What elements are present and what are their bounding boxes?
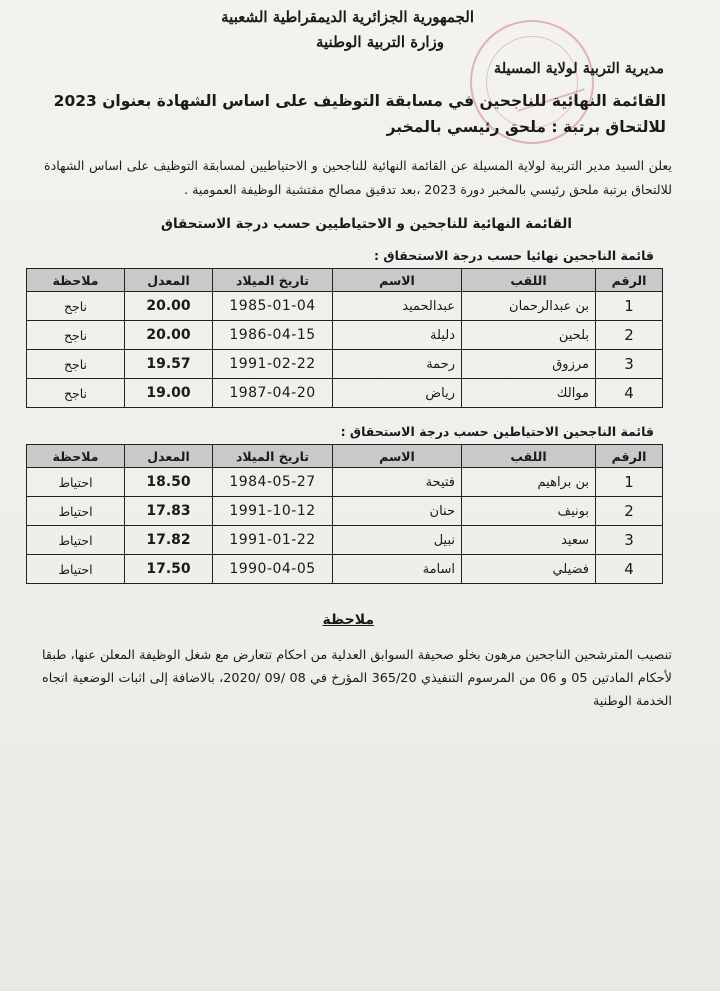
row-dob: 1985-01-04	[213, 292, 333, 321]
row-first-name: دليلة	[333, 321, 462, 350]
row-dob: 1987-04-20	[213, 379, 333, 408]
table-row	[27, 321, 663, 350]
row-first-name: عبدالحميد	[333, 292, 462, 321]
row-num: 3	[596, 350, 663, 379]
row-dob: 1991-01-22	[213, 526, 333, 555]
row-note: ناجح	[27, 350, 125, 379]
row-dob: 1991-10-12	[213, 497, 333, 526]
row-average: 20.00	[125, 321, 213, 350]
admitted-header-row	[27, 269, 663, 292]
row-note: احتياط	[27, 555, 125, 584]
row-num: 3	[596, 526, 663, 555]
note-text: تنصيب المترشحين الناجحين مرهون بخلو صحيفة السوابق العدلية من احكام تتعارض مع شغل الوظيفة المعلن عنها، طبقا لأحكام المادتين 05 و 06 من المرسوم التنفيذي 365/20 المؤرخ في 08 /09 /2020، بالاضافة إلى اثبات الوضعية اتجاه الخدمة الوطنية	[42, 648, 672, 709]
col-note-header: ملاحظة	[27, 269, 125, 292]
col-average-header: المعدل	[125, 445, 213, 468]
table-row	[27, 468, 663, 497]
row-num: 2	[596, 497, 663, 526]
admitted-caption: قائمة الناجحين نهائيا حسب درجة الاستحقاق :	[374, 248, 654, 263]
row-num: 1	[596, 292, 663, 321]
col-dob-header: تاريخ الميلاد	[213, 269, 333, 292]
row-average: 18.50	[125, 468, 213, 497]
row-first-name: رحمة	[333, 350, 462, 379]
row-num: 2	[596, 321, 663, 350]
row-last-name: موالك	[462, 379, 596, 408]
col-dob-header: تاريخ الميلاد	[213, 445, 333, 468]
row-last-name: سعيد	[462, 526, 596, 555]
col-last-name-header: اللقب	[462, 269, 596, 292]
republic-header: الجمهورية الجزائرية الديمقراطية الشعبية	[221, 8, 474, 26]
col-average-header: المعدل	[125, 269, 213, 292]
table-row	[27, 526, 663, 555]
row-num: 1	[596, 468, 663, 497]
ministry-header: وزارة التربية الوطنية	[315, 33, 444, 51]
table-row	[27, 379, 663, 408]
row-average: 19.00	[125, 379, 213, 408]
row-dob: 1986-04-15	[213, 321, 333, 350]
col-first-name-header: الاسم	[333, 269, 462, 292]
table-row	[27, 497, 663, 526]
row-note: ناجح	[27, 321, 125, 350]
title-line-2: للالتحاق برتبة : ملحق رئيسي بالمخبر	[386, 118, 666, 136]
note-title: ملاحظة	[322, 612, 374, 628]
reserves-table	[26, 444, 663, 584]
row-average: 19.57	[125, 350, 213, 379]
row-average: 20.00	[125, 292, 213, 321]
row-note: ناجح	[27, 292, 125, 321]
row-first-name: فتيحة	[333, 468, 462, 497]
row-first-name: اسامة	[333, 555, 462, 584]
row-average: 17.82	[125, 526, 213, 555]
col-note-header: ملاحظة	[27, 445, 125, 468]
row-note: احتياط	[27, 497, 125, 526]
row-average: 17.50	[125, 555, 213, 584]
table-row	[27, 555, 663, 584]
row-first-name: حنان	[333, 497, 462, 526]
row-dob: 1991-02-22	[213, 350, 333, 379]
row-last-name: فضيلي	[462, 555, 596, 584]
row-last-name: بلحين	[462, 321, 596, 350]
section-title: القائمة النهائية للناجحين و الاحتياطيين حسب درجة الاستحقاق	[160, 216, 572, 232]
row-average: 17.83	[125, 497, 213, 526]
reserves-header-row	[27, 445, 663, 468]
row-first-name: نبيل	[333, 526, 462, 555]
col-num-header: الرقم	[596, 445, 663, 468]
row-last-name: بونيف	[462, 497, 596, 526]
row-last-name: مرزوق	[462, 350, 596, 379]
col-last-name-header: اللقب	[462, 445, 596, 468]
col-num-header: الرقم	[596, 269, 663, 292]
directorate-header: مديرية التربية لولاية المسيلة	[493, 60, 664, 77]
col-first-name-header: الاسم	[333, 445, 462, 468]
row-dob: 1990-04-05	[213, 555, 333, 584]
title-line-1: القائمة النهائية للناجحين في مسابقة التوظيف على اساس الشهادة بعنوان 2023	[53, 92, 666, 110]
table-row	[27, 350, 663, 379]
row-num: 4	[596, 379, 663, 408]
reserves-caption: قائمة الناجحين الاحتياطين حسب درجة الاستحقاق :	[340, 424, 654, 439]
admitted-table	[26, 268, 663, 408]
row-note: احتياط	[27, 526, 125, 555]
row-last-name: بن عبدالرحمان	[462, 292, 596, 321]
announcement-text: يعلن السيد مدير التربية لولاية المسيلة عن القائمة النهائية للناجحين و الاحتياطيين لمسابقة التوظيف على اساس الشهادة للالتحاق برتبة ملحق رئيسي بالمخبر دورة 2023 ،بعد تدقيق مصالح مفتشية الوظيفة العمومية .	[44, 158, 672, 197]
row-note: ناجح	[27, 379, 125, 408]
row-first-name: رياض	[333, 379, 462, 408]
row-num: 4	[596, 555, 663, 584]
row-last-name: بن براهيم	[462, 468, 596, 497]
row-dob: 1984-05-27	[213, 468, 333, 497]
row-note: احتياط	[27, 468, 125, 497]
table-row	[27, 292, 663, 321]
